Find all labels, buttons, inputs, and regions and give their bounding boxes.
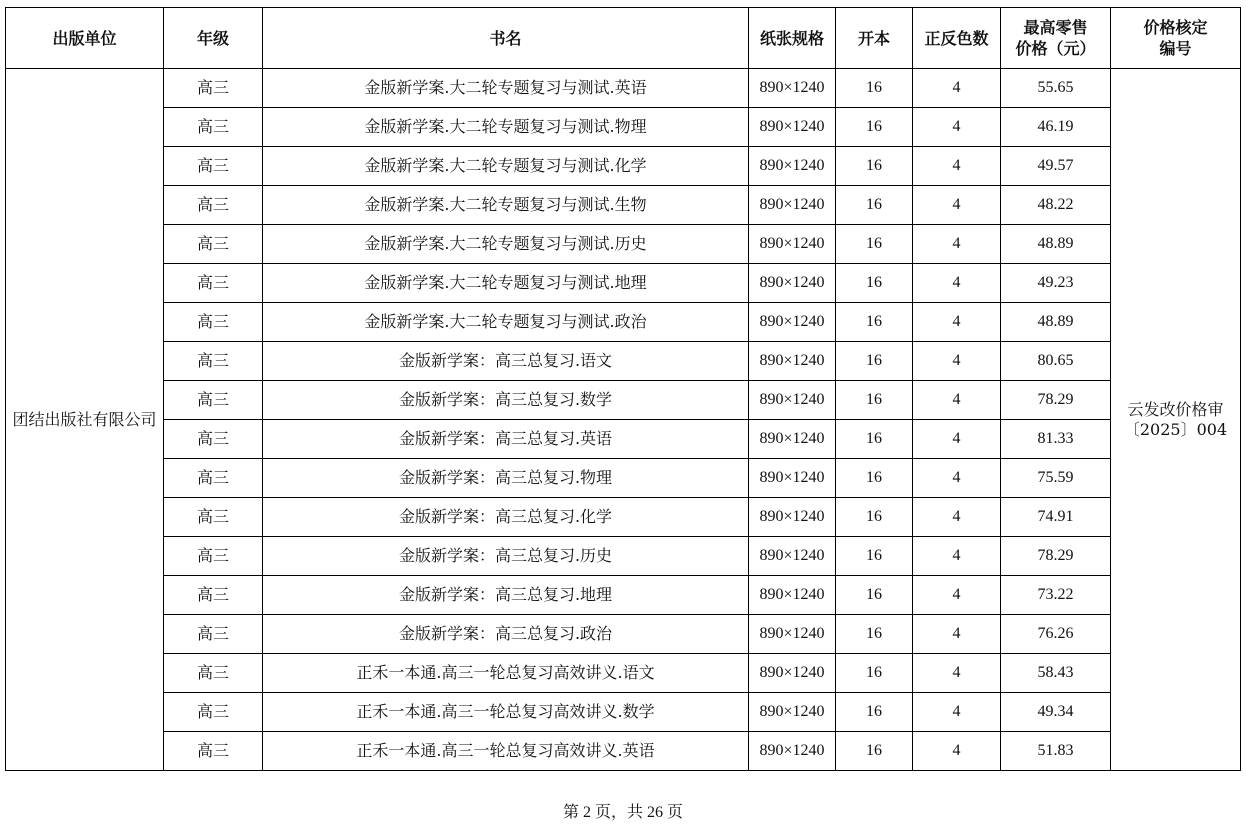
max-price-cell: 51.83 <box>1001 732 1111 771</box>
paper-size-cell: 890×1240 <box>749 420 836 459</box>
book-title-cell: 金版新学案：高三总复习.语文 <box>263 342 749 381</box>
table-row <box>6 459 1241 498</box>
colors-cell: 4 <box>913 615 1001 654</box>
format-cell: 16 <box>836 225 913 264</box>
format-cell: 16 <box>836 498 913 537</box>
book-title-cell: 金版新学案：高三总复习.物理 <box>263 459 749 498</box>
paper-size-cell: 890×1240 <box>749 459 836 498</box>
table-row <box>6 381 1241 420</box>
book-title-cell: 金版新学案.大二轮专题复习与测试.历史 <box>263 225 749 264</box>
colors-cell: 4 <box>913 654 1001 693</box>
colors-cell: 4 <box>913 69 1001 108</box>
header-row <box>6 8 1241 69</box>
paper-size-cell: 890×1240 <box>749 264 836 303</box>
table-row <box>6 264 1241 303</box>
header-format: 开本 <box>836 8 913 69</box>
colors-cell: 4 <box>913 225 1001 264</box>
colors-cell: 4 <box>913 381 1001 420</box>
paper-size-cell: 890×1240 <box>749 537 836 576</box>
grade-cell: 高三 <box>164 537 263 576</box>
grade-cell: 高三 <box>164 69 263 108</box>
header-max-price <box>1001 8 1111 69</box>
grade-cell: 高三 <box>164 186 263 225</box>
max-price-cell: 49.23 <box>1001 264 1111 303</box>
format-cell: 16 <box>836 69 913 108</box>
page-number: 第 2 页，共 26 页 <box>562 804 683 821</box>
max-price-cell: 48.89 <box>1001 303 1111 342</box>
header-approval <box>1111 8 1241 69</box>
book-title-cell: 金版新学案.大二轮专题复习与测试.地理 <box>263 264 749 303</box>
colors-cell: 4 <box>913 420 1001 459</box>
table-row <box>6 498 1241 537</box>
book-title-cell: 正禾一本通.高三一轮总复习高效讲义.语文 <box>263 654 749 693</box>
grade-cell: 高三 <box>164 693 263 732</box>
header-paper-size: 纸张规格 <box>749 8 836 69</box>
paper-size-cell: 890×1240 <box>749 732 836 771</box>
max-price-cell: 73.22 <box>1001 576 1111 615</box>
grade-cell: 高三 <box>164 498 263 537</box>
table-row <box>6 693 1241 732</box>
paper-size-cell: 890×1240 <box>749 108 836 147</box>
colors-cell: 4 <box>913 342 1001 381</box>
table-row <box>6 69 1241 108</box>
book-title-cell: 金版新学案.大二轮专题复习与测试.生物 <box>263 186 749 225</box>
max-price-cell: 48.89 <box>1001 225 1111 264</box>
table-row <box>6 615 1241 654</box>
book-title-cell: 金版新学案：高三总复习.地理 <box>263 576 749 615</box>
book-title-cell: 正禾一本通.高三一轮总复习高效讲义.英语 <box>263 732 749 771</box>
colors-cell: 4 <box>913 264 1001 303</box>
table-row <box>6 303 1241 342</box>
format-cell: 16 <box>836 381 913 420</box>
grade-cell: 高三 <box>164 654 263 693</box>
table-row <box>6 225 1241 264</box>
header-publisher: 出版单位 <box>6 8 164 69</box>
book-title-cell: 金版新学案.大二轮专题复习与测试.英语 <box>263 69 749 108</box>
max-price-cell: 46.19 <box>1001 108 1111 147</box>
colors-cell: 4 <box>913 147 1001 186</box>
table-row <box>6 147 1241 186</box>
price-table <box>5 7 1241 771</box>
header-max-price-line2: 价格（元） <box>1015 39 1096 58</box>
book-title-cell: 金版新学案.大二轮专题复习与测试.化学 <box>263 147 749 186</box>
max-price-cell: 74.91 <box>1001 498 1111 537</box>
grade-cell: 高三 <box>164 108 263 147</box>
table-row <box>6 654 1241 693</box>
table-row <box>6 342 1241 381</box>
paper-size-cell: 890×1240 <box>749 69 836 108</box>
colors-cell: 4 <box>913 186 1001 225</box>
grade-cell: 高三 <box>164 615 263 654</box>
colors-cell: 4 <box>913 459 1001 498</box>
format-cell: 16 <box>836 537 913 576</box>
paper-size-cell: 890×1240 <box>749 342 836 381</box>
paper-size-cell: 890×1240 <box>749 498 836 537</box>
book-title-cell: 金版新学案：高三总复习.政治 <box>263 615 749 654</box>
table-row <box>6 537 1241 576</box>
format-cell: 16 <box>836 693 913 732</box>
grade-cell: 高三 <box>164 225 263 264</box>
max-price-cell: 49.57 <box>1001 147 1111 186</box>
table-row <box>6 108 1241 147</box>
grade-cell: 高三 <box>164 459 263 498</box>
approval-number-cell: 云发改价格审〔2025〕004 <box>1111 69 1241 771</box>
header-grade: 年级 <box>164 8 263 69</box>
max-price-cell: 58.43 <box>1001 654 1111 693</box>
book-title-cell: 金版新学案：高三总复习.化学 <box>263 498 749 537</box>
colors-cell: 4 <box>913 537 1001 576</box>
paper-size-cell: 890×1240 <box>749 303 836 342</box>
format-cell: 16 <box>836 303 913 342</box>
format-cell: 16 <box>836 654 913 693</box>
colors-cell: 4 <box>913 693 1001 732</box>
grade-cell: 高三 <box>164 303 263 342</box>
colors-cell: 4 <box>913 732 1001 771</box>
paper-size-cell: 890×1240 <box>749 186 836 225</box>
format-cell: 16 <box>836 108 913 147</box>
table-row <box>6 576 1241 615</box>
paper-size-cell: 890×1240 <box>749 225 836 264</box>
table-row <box>6 420 1241 459</box>
grade-cell: 高三 <box>164 264 263 303</box>
header-approval-line1: 价格核定 <box>1143 18 1208 37</box>
format-cell: 16 <box>836 186 913 225</box>
max-price-cell: 55.65 <box>1001 69 1111 108</box>
colors-cell: 4 <box>913 108 1001 147</box>
table-body <box>6 69 1241 771</box>
paper-size-cell: 890×1240 <box>749 147 836 186</box>
table-header <box>6 8 1241 69</box>
grade-cell: 高三 <box>164 147 263 186</box>
format-cell: 16 <box>836 420 913 459</box>
max-price-cell: 75.59 <box>1001 459 1111 498</box>
paper-size-cell: 890×1240 <box>749 615 836 654</box>
paper-size-cell: 890×1240 <box>749 576 836 615</box>
paper-size-cell: 890×1240 <box>749 654 836 693</box>
header-approval-line2: 编号 <box>1159 39 1192 58</box>
max-price-cell: 81.33 <box>1001 420 1111 459</box>
format-cell: 16 <box>836 342 913 381</box>
colors-cell: 4 <box>913 498 1001 537</box>
paper-size-cell: 890×1240 <box>749 381 836 420</box>
max-price-cell: 78.29 <box>1001 381 1111 420</box>
format-cell: 16 <box>836 732 913 771</box>
grade-cell: 高三 <box>164 576 263 615</box>
grade-cell: 高三 <box>164 420 263 459</box>
book-title-cell: 金版新学案：高三总复习.数学 <box>263 381 749 420</box>
header-max-price-line1: 最高零售 <box>1023 18 1088 37</box>
colors-cell: 4 <box>913 303 1001 342</box>
max-price-cell: 78.29 <box>1001 537 1111 576</box>
max-price-cell: 80.65 <box>1001 342 1111 381</box>
table-row <box>6 732 1241 771</box>
book-title-cell: 金版新学案：高三总复习.历史 <box>263 537 749 576</box>
book-title-cell: 金版新学案.大二轮专题复习与测试.政治 <box>263 303 749 342</box>
grade-cell: 高三 <box>164 732 263 771</box>
book-title-cell: 正禾一本通.高三一轮总复习高效讲义.数学 <box>263 693 749 732</box>
grade-cell: 高三 <box>164 342 263 381</box>
format-cell: 16 <box>836 615 913 654</box>
book-title-cell: 金版新学案：高三总复习.英语 <box>263 420 749 459</box>
format-cell: 16 <box>836 459 913 498</box>
grade-cell: 高三 <box>164 381 263 420</box>
max-price-cell: 76.26 <box>1001 615 1111 654</box>
colors-cell: 4 <box>913 576 1001 615</box>
format-cell: 16 <box>836 264 913 303</box>
format-cell: 16 <box>836 147 913 186</box>
table-row <box>6 186 1241 225</box>
book-title-cell: 金版新学案.大二轮专题复习与测试.物理 <box>263 108 749 147</box>
header-colors: 正反色数 <box>913 8 1001 69</box>
publisher-cell: 团结出版社有限公司 <box>6 69 164 771</box>
max-price-cell: 49.34 <box>1001 693 1111 732</box>
header-title: 书名 <box>263 8 749 69</box>
format-cell: 16 <box>836 576 913 615</box>
paper-size-cell: 890×1240 <box>749 693 836 732</box>
max-price-cell: 48.22 <box>1001 186 1111 225</box>
